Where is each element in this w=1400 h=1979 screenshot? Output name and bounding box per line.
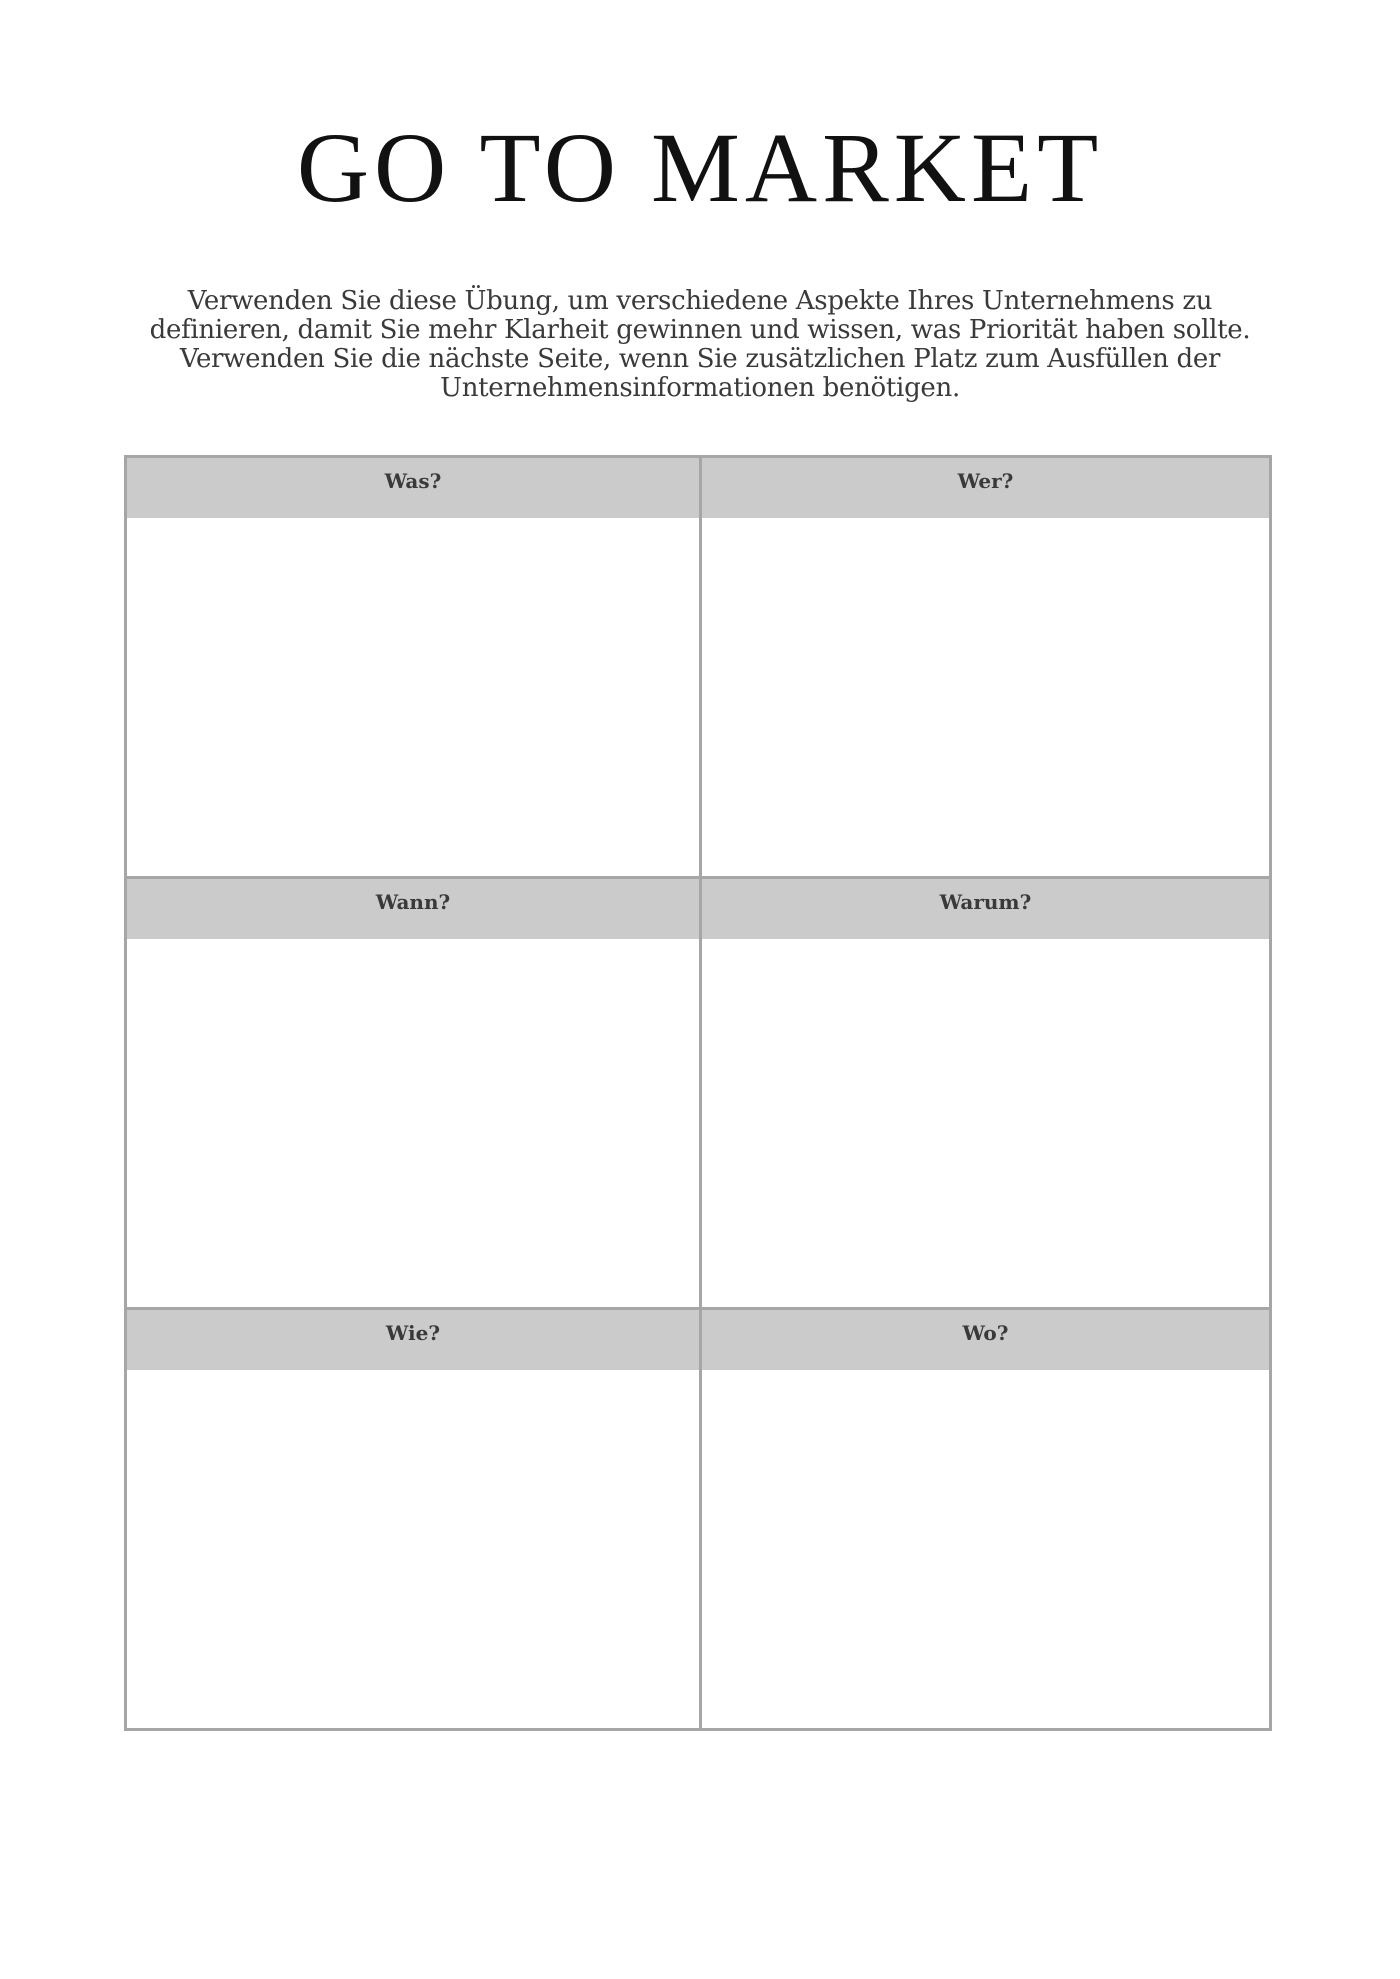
intro-paragraph: [120, 287, 1280, 403]
cell-warum[interactable]: [702, 879, 1269, 1307]
intro-line: Verwenden Sie diese Übung, um verschiedene Aspekte Ihres Unternehmens zu: [187, 286, 1213, 316]
cell-wann[interactable]: [127, 879, 699, 1307]
intro-line: Verwenden Sie die nächste Seite, wenn Sie zusätzlichen Platz zum Ausfüllen der: [179, 344, 1221, 374]
cell-header-wann: Wann?: [127, 879, 699, 939]
column-divider: [699, 458, 702, 1728]
page-title: GO TO MARKET: [296, 112, 1104, 223]
intro-line: definieren, damit Sie mehr Klarheit gewinnen und wissen, was Priorität haben sollte.: [149, 315, 1251, 345]
cell-wie[interactable]: [127, 1310, 699, 1728]
cell-header-wo: Wo?: [702, 1310, 1269, 1370]
cell-header-warum: Warum?: [702, 879, 1269, 939]
cell-header-wie: Wie?: [127, 1310, 699, 1370]
intro-line: Unternehmensinformationen benötigen.: [440, 373, 960, 403]
cell-was[interactable]: [127, 458, 699, 876]
cell-header-was: Was?: [127, 458, 699, 518]
cell-wo[interactable]: [702, 1310, 1269, 1728]
worksheet-grid: [124, 455, 1272, 1731]
cell-wer[interactable]: [702, 458, 1269, 876]
cell-header-wer: Wer?: [702, 458, 1269, 518]
